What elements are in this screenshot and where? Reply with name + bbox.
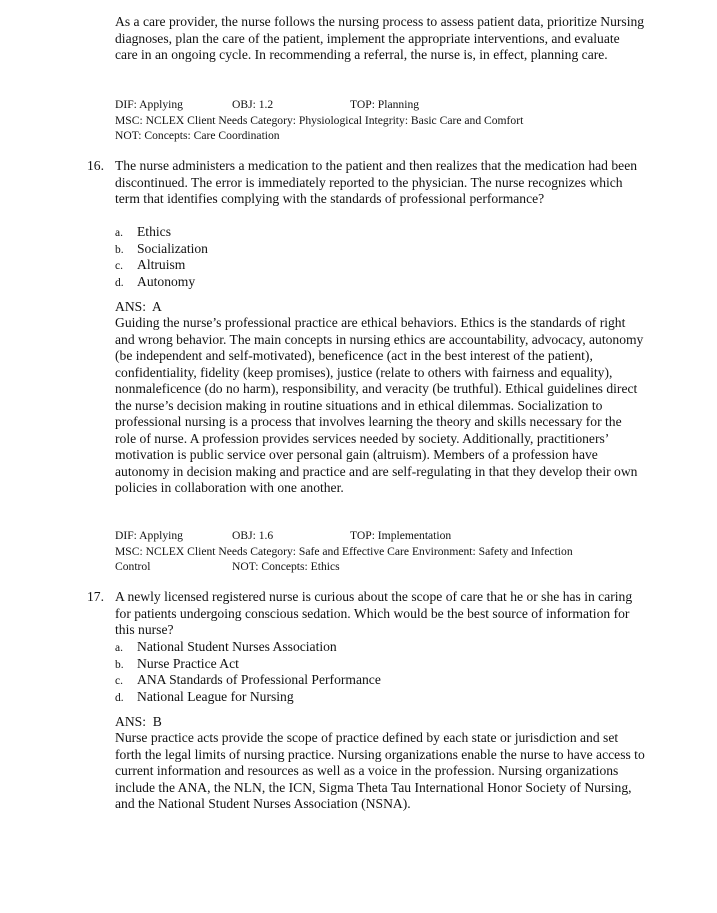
answer-option: b. Nurse Practice Act <box>115 655 239 671</box>
meta-row-2: MSC: NCLEX Client Needs Category: Safe and Effective Care Environment: Safety and Infection <box>115 544 573 558</box>
meta-row-1 <box>115 97 655 113</box>
obj-label: OBJ: 1.2 <box>232 98 274 111</box>
answer-option: c. Altruism <box>115 257 186 272</box>
obj-label: OBJ: 1.6 <box>232 529 274 542</box>
answer-key: ANS: A <box>115 299 162 314</box>
meta-row-1 <box>115 528 655 544</box>
dif-label: DIF: Applying <box>115 529 183 542</box>
meta-row-3 <box>115 559 655 575</box>
answer-option: a. Ethics <box>115 224 171 239</box>
answer-option: a. National Student Nurses Association <box>115 639 337 654</box>
question-meta <box>115 528 655 575</box>
answer-option: d. Autonomy <box>115 273 196 289</box>
answer-key: ANS: B <box>115 714 162 729</box>
question-number: 17. <box>87 589 104 604</box>
answer-option: b. Socialization <box>115 240 208 256</box>
meta-row-3: NOT: Concepts: Care Coordination <box>115 129 280 142</box>
question-stem: The nurse administers a medication to the patient and then realizes that the medication had been discontinued. The error is immediately reported to the physician. The nurse recognizes which term that identifies complying with the standards of professional performance? <box>115 158 638 206</box>
dif-label: DIF: Applying <box>115 98 183 111</box>
meta-row-2: MSC: NCLEX Client Needs Category: Physiological Integrity: Basic Care and Comfort <box>115 113 524 127</box>
question-number: 16. <box>87 158 104 173</box>
answer-option: c. ANA Standards of Professional Performance <box>115 672 381 687</box>
question-stem: A newly licensed registered nurse is curious about the scope of care that he or she has in caring for patients undergoing conscious sedation. Which would be the best source of information for this nurse? <box>115 589 633 637</box>
rationale-paragraph: Guiding the nurse’s professional practice are ethical behaviors. Ethics is the standards of right and wrong behavior. The main concepts in nursing ethics are accountability, advocacy, autonomy (be independent and self-motivated), beneficence (act in the best interest of the patient), confidentiality, fidelity (keep promises), justice (relate to others with fairness and equality), nonmaleficence (do no harm), responsibility, and veracity (be truthful). Ethical guidelines direct the nurse’s decision making in routine situations and in ethical dilemmas. Socialization to professional nursing is a process that involves learning the theory and skills necessary for the role of nurse. A profession provides services needed by society. Additionally, practitioners’ motivation is public service over personal gain (altruism). Members of a profession have autonomy in decision making and practice and are self-regulating in that they develop their own policies in collaboration with one another. <box>115 315 644 495</box>
answer-option: d. National League for Nursing <box>115 688 294 704</box>
top-label: TOP: Planning <box>350 98 420 111</box>
msc-continued: Control <box>115 560 151 573</box>
top-label: TOP: Implementation <box>350 529 452 542</box>
rationale-paragraph: As a care provider, the nurse follows the nursing process to assess patient data, prioritize Nursing diagnoses, plan the care of the patient, implement the appropriate interventions, and evaluate care in an ongoing cycle. In recommending a referral, the nurse is, in effect, planning care. <box>115 14 645 62</box>
not-label: NOT: Concepts: Ethics <box>232 560 340 573</box>
rationale-paragraph: Nurse practice acts provide the scope of practice defined by each state or jurisdiction and set forth the legal limits of nursing practice. Nursing organizations enable the nurse to have access to current information and resources as well as a voice in the profession. Nursing organizations include the ANA, the NLN, the ICN, Sigma Theta Tau International Honor Society of Nursing, and the National Student Nurses Association (NSNA). <box>115 730 645 811</box>
question-meta <box>115 97 655 144</box>
